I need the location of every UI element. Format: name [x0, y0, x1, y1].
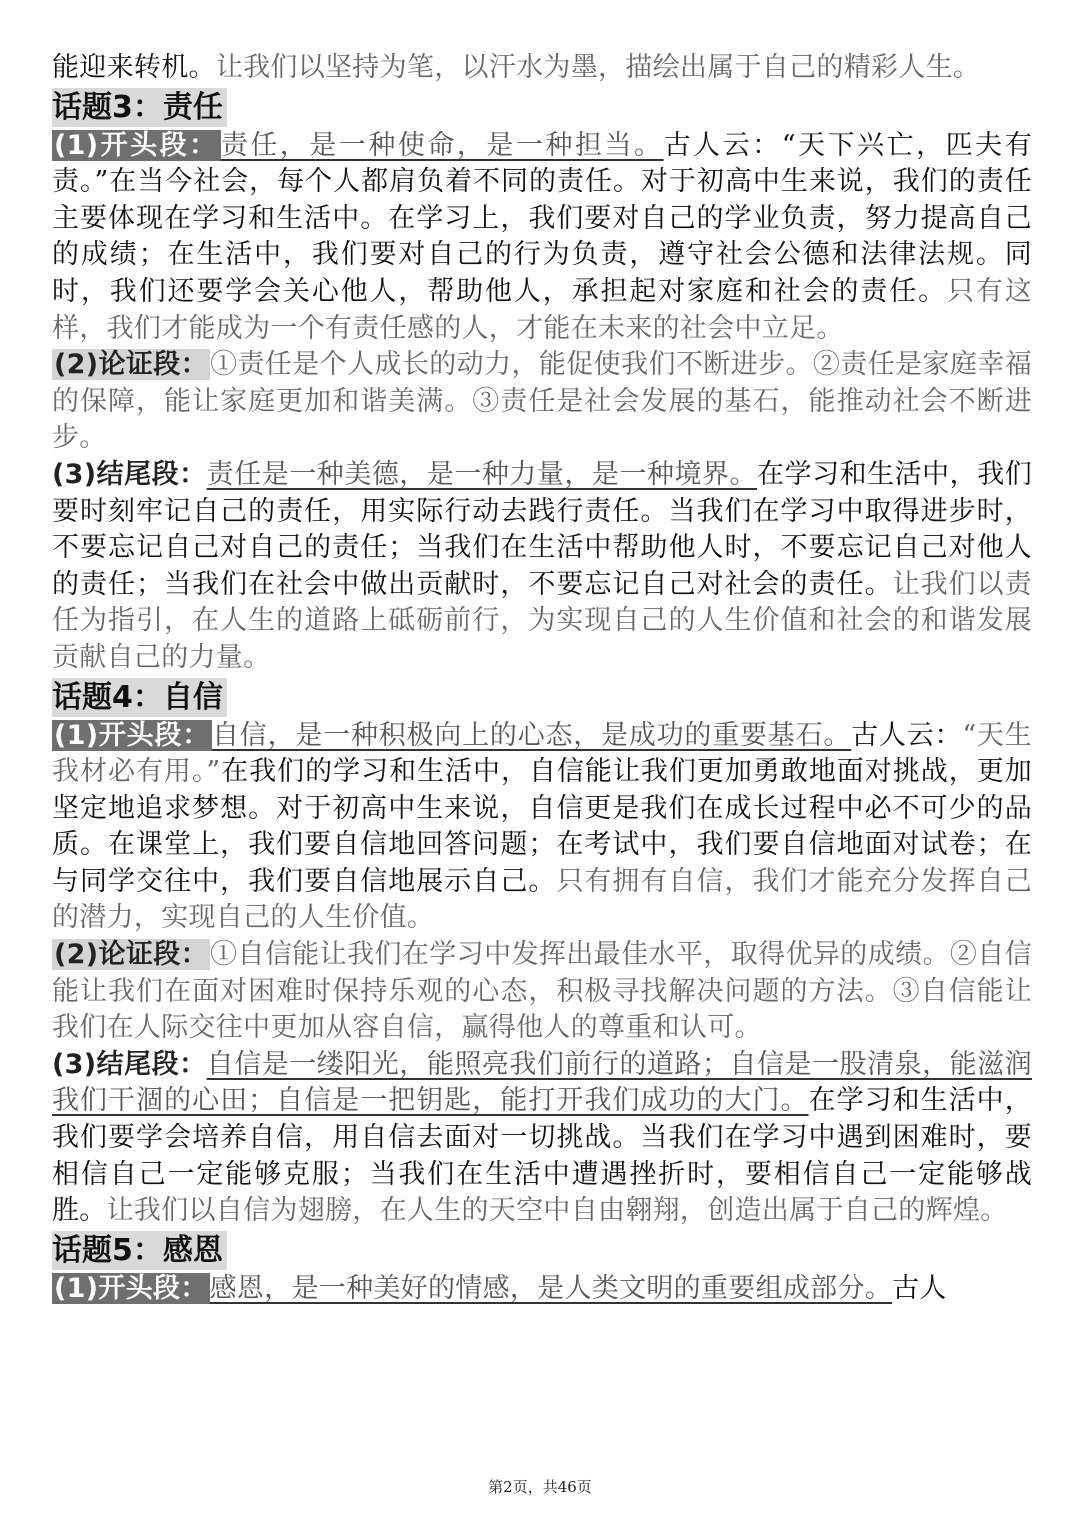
topic4-argument-paragraph — [52, 937, 1032, 1047]
topic3-opening-quote: 古人云：“天下兴亡，匹夫有责。” — [52, 129, 1033, 198]
topic3-opening-tail: 只有这样，我们才能成为一个有责任感的人，才能在未来的社会中立足。 — [52, 275, 1032, 344]
topic5-opening-paragraph — [52, 1271, 1032, 1308]
topic3-opening-body: 在当今社会，每个人都肩负着不同的责任。对于初高中生来说，我们的责任主要体现在学习和生活中。在学习上，我们要对自己的学业负责，努力提高自己的成绩；在生活中，我们要对自己的行为负责，遵守社会公德和法律法规。同时，我们还要学会关心他人，帮助他人，承担起对家庭和社会的责任。 — [52, 166, 1033, 307]
intro-light-text: 让我们以坚持为笔，以汗水为墨，描绘出属于自己的精彩人生。 — [215, 52, 981, 83]
topic4-ending-tail: 让我们以自信为翅膀，在人生的天空中自由翱翔，创造出属于自己的辉煌。 — [106, 1195, 1008, 1227]
topic3-opening-label: (1)开头段： — [54, 129, 219, 161]
topic4-argument-label: (2)论证段： — [54, 939, 209, 971]
topic5-heading: 话题5：感恩 — [52, 1231, 227, 1270]
topic4-ending-label: (3)结尾段： — [52, 1048, 207, 1080]
topic3-argument-body: ①责任是个人成长的动力，能促使我们不断进步。②责任是家庭幸福的保障，能让家庭更加和谐美满。③责任是社会发展的基石，能推动社会不断进步。 — [52, 349, 1032, 454]
page-footer: 第2页，共46页 — [488, 1478, 592, 1496]
topic4-ending-underline: 自信是一缕阳光，能照亮我们前行的道路；自信是一股清泉，能滋润我们干涸的心田；自信是一把钥匙，能打开我们成功的大门。 — [52, 1048, 1033, 1117]
topic3-argument-label: (2)论证段： — [54, 349, 209, 381]
topic4-ending-body: 在学习和生活中，我们要学会培养自信，用自信去面对一切挑战。当我们在学习中遇到困难时，要相信自己一定能够克服；当我们在生活中遭遇挫折时，要相信自己一定能够战胜。 — [52, 1085, 1032, 1227]
topic4-heading: 话题4：自信 — [52, 678, 227, 717]
topic3-ending-tail: 让我们以责任为指引，在人生的道路上砥砺前行，为实现自己的人生价值和社会的和谐发展贡献自己的力量。 — [52, 568, 1033, 673]
topic4-opening-tail: 只有拥有自信，我们才能充分发挥自己的潜力，实现自己的人生价值。 — [52, 865, 1032, 934]
topic4-opening-paragraph — [52, 718, 1032, 938]
topic5-opening-tail: 古人 — [892, 1272, 947, 1304]
topic3-opening-underline: 责任，是一种使命，是一种担当。 — [220, 129, 664, 161]
topic4-argument-body: ①自信能让我们在学习中发挥出最佳水平，取得优异的成绩。②自信能让我们在面对困难时保持乐观的心态，积极寻找解决问题的方法。③自信能让我们在人际交往中更加从容自信，赢得他人的尊重和认可。 — [52, 939, 1032, 1044]
topic3-ending-underline: 责任是一种美德，是一种力量，是一种境界。 — [206, 458, 758, 490]
topic3-heading: 话题3：责任 — [52, 88, 227, 127]
intro-dark-text: 能迎来转机。 — [52, 52, 216, 83]
topic3-opening-paragraph — [52, 128, 1032, 348]
topic3-ending-body: 在学习和生活中，我们要时刻牢记自己的责任，用实际行动去践行责任。当我们在学习中取得进步时，不要忘记自己对自己的责任；当我们在生活中帮助他人时，不要忘记自己对他人的责任；当我们在社会中做出贡献时，不要忘记自己对社会的责任。 — [52, 458, 1033, 600]
topic4-opening-body: 在我们的学习和生活中，自信能让我们更加勇敢地面对挑战，更加坚定地追求梦想。对于初高中生来说，自信更是我们在成长过程中必不可少的品质。在课堂上，我们要自信地回答问题；在考试中，我们要自信地面对试卷；在与同学交往中，我们要自信地展示自己。 — [52, 756, 1032, 897]
topic5-opening-label: (1)开头段： — [54, 1272, 208, 1304]
document-page — [52, 50, 1032, 1307]
topic3-argument-paragraph — [52, 347, 1032, 457]
topic5-opening-underline: 感恩，是一种美好的情感，是人类文明的重要组成部分。 — [209, 1272, 893, 1304]
intro-paragraph — [52, 50, 1032, 87]
topic4-opening-label: (1)开头段： — [54, 719, 211, 751]
topic3-ending-paragraph — [52, 457, 1032, 677]
topic4-opening-quote-lead: 古人云： — [851, 719, 963, 751]
topic4-opening-quote: “天生我材必有用。” — [52, 719, 1032, 788]
topic4-opening-underline: 自信，是一种积极向上的心态，是成功的重要基石。 — [212, 719, 852, 751]
topic3-ending-label: (3)结尾段： — [52, 458, 207, 490]
topic4-ending-paragraph — [52, 1047, 1032, 1230]
